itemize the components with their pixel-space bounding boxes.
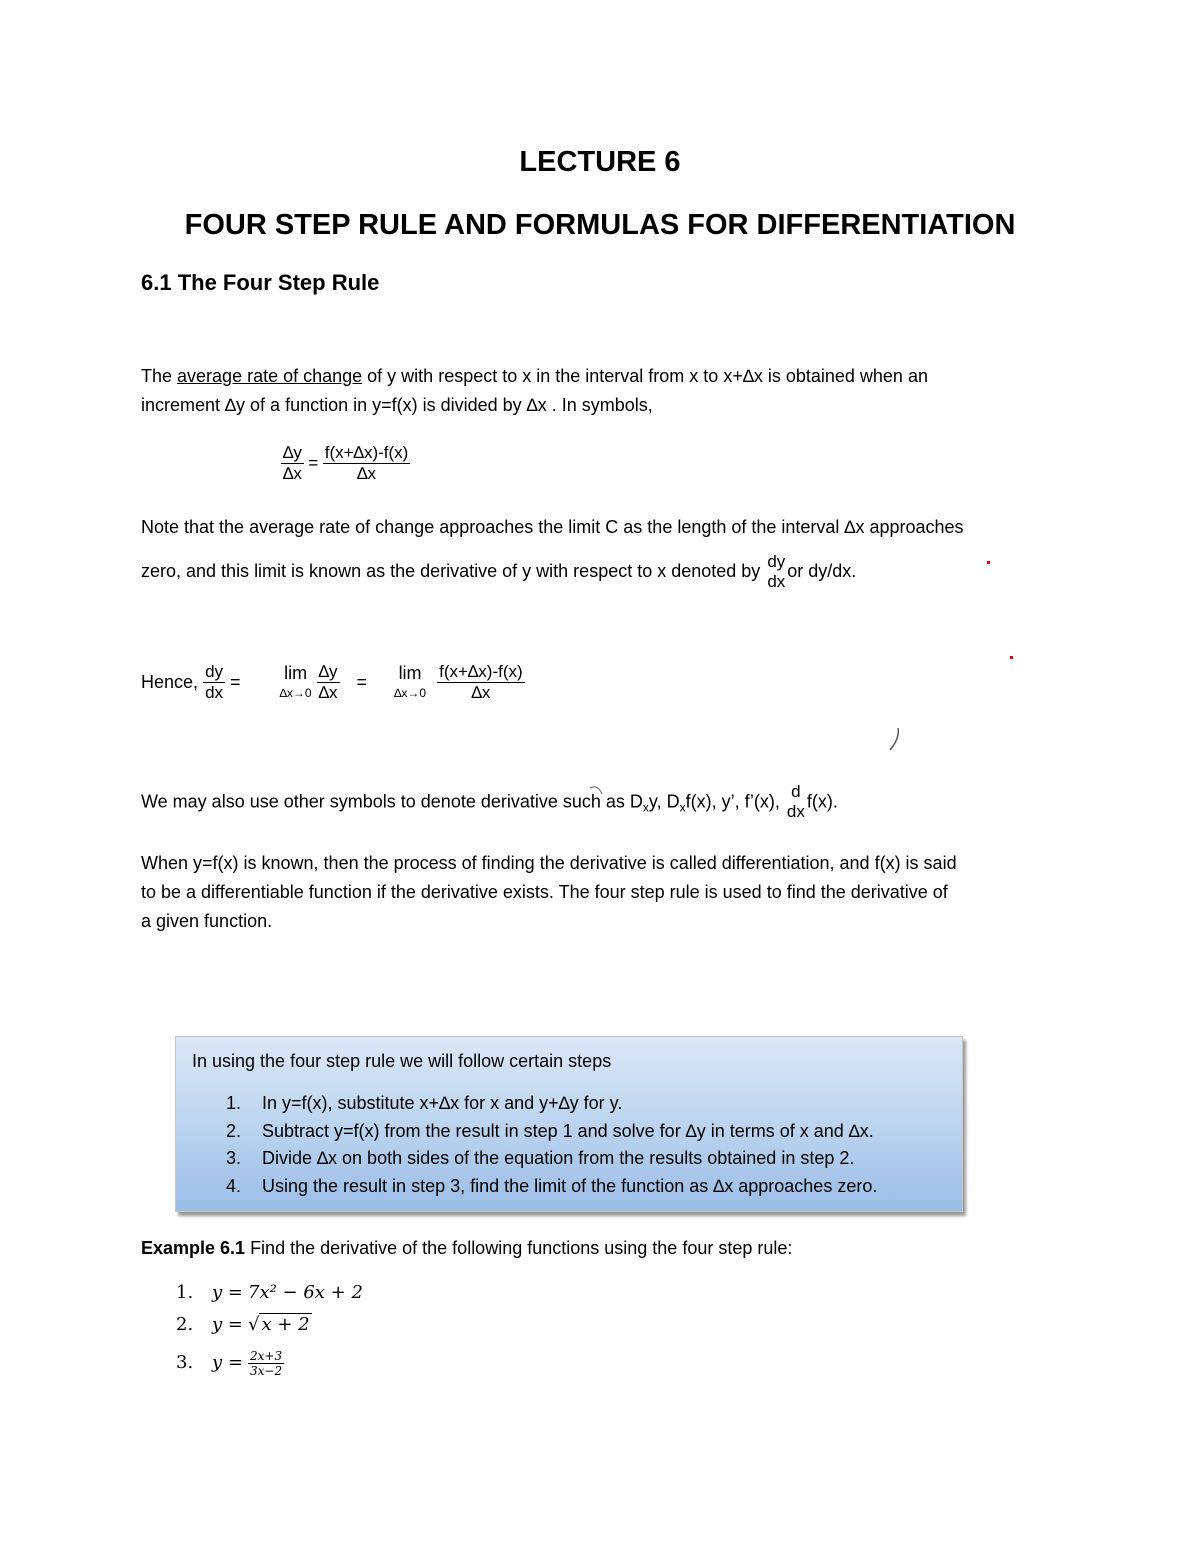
lecture-number: LECTURE 6 [519,146,681,178]
list-item: 2. Subtract y=f(x) from the result in step 1 and solve for ∆y in terms of x and ∆x. [226,1120,874,1141]
steps-intro: In using the four step rule we will follow certain steps [192,1051,612,1071]
derivative-symbols-line: We may also use other symbols to denote derivative such as $D_xy$, $D_xf(x)$, y’, f’(x), d dx f(x). [141,782,838,821]
list-item: 1. In y=f(x), substitute x+∆x for x and y+∆y for y. [226,1093,623,1113]
dy-dx-fraction: dy dx [767,552,786,591]
list-item: 4. Using the result in step 3, find the limit of the function as ∆x approaches zero. [226,1175,878,1196]
derivative-definition: Hence, $\frac{dy}{dx}$ = lim ∆x→0 $\frac{\Delta y}{\Delta x}$ = lim ∆x→0 $\frac{f(x+\Delta x)-f(x)}{\Delta x}$ [141,662,523,702]
four-step-rule-box [175,1036,963,1212]
stray-mark [1010,656,1013,659]
example-heading: Example 6.1 Find the derivative of the following functions using the four step rule: [141,1238,793,1258]
paragraph-differentiation: When y=f(x) is known, then the process of finding the derivative is called differentiation, and f(x) is said to be a differentiable function if the derivative exists. The four step rule is used to find the derivative of a given function. [141,853,957,931]
average-rate-formula: $\frac{\Delta y}{\Delta x}$ = $\frac{f(x+\Delta x)-f(x)}{\Delta x}$ [283,443,409,483]
underlined-term: average rate of change [177,366,363,386]
list-item: 2. y = √ x + 2 [176,1314,310,1335]
stray-pen-mark [884,726,904,754]
lecture-title: FOUR STEP RULE AND FORMULAS FOR DIFFERENTIATION [184,209,1016,241]
list-item: 3. Divide ∆x on both sides of the equation from the results obtained in step 2. [226,1148,855,1168]
list-item: 3. y = $\frac{2x+3}{3x-2}$ [176,1348,283,1378]
example-fraction: $\frac{2x+3}{3x-2}$ [250,1348,283,1378]
d-dx-fraction: d dx [786,782,805,821]
paragraph-average-rate: The average rate of change of y with respect to x in the interval from x to x+∆x is obtained when an increment ∆y of a function in y=f(x) is divided by ∆x . In symbols, [141,366,928,415]
example-list [176,1278,363,1382]
stray-mark [987,561,990,564]
section-heading: 6.1 The Four Step Rule [141,270,380,295]
paragraph-limit-note: Note that the average rate of change approaches the limit C as the length of the interval ∆x approaches zero, and this limit is known as the derivative of y with respect to x denoted by dy dx or dy/dx. [141,517,964,591]
steps-list [226,1090,877,1200]
list-item: 1. y = 7x² − 6x + 2 [176,1282,363,1303]
